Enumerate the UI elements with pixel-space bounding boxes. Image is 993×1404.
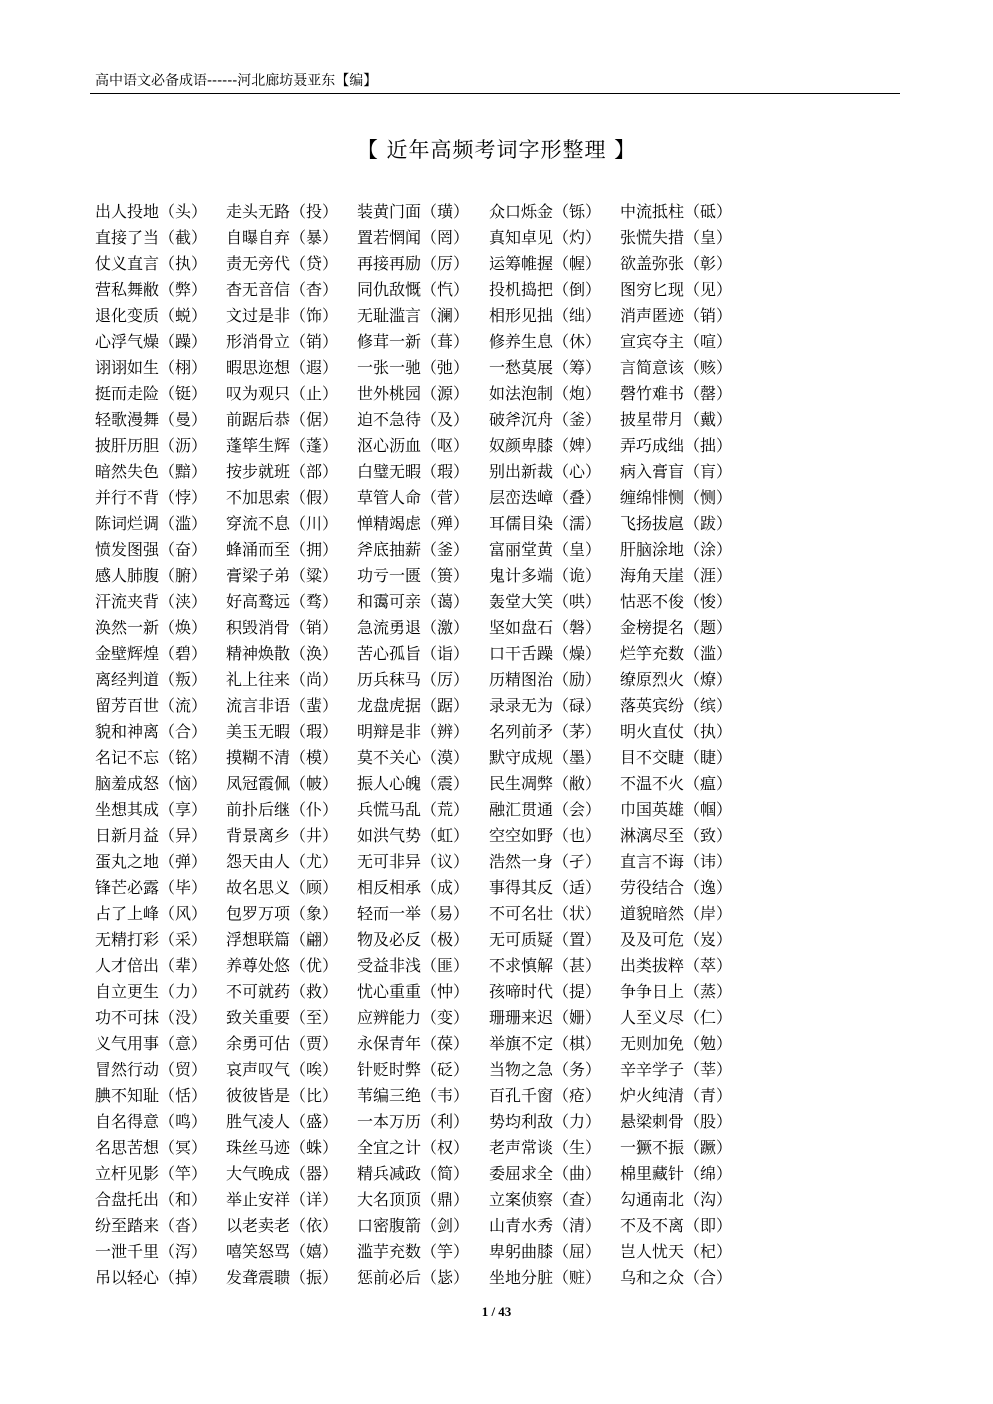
idiom-entry: 暗然失色（黯） [95, 462, 208, 481]
idiom-entry: 沤心沥血（呕） [357, 436, 470, 455]
idiom-entry: 龙盘虎据（踞） [357, 696, 470, 715]
idiom-entry: 感人肺腹（腑） [95, 566, 208, 585]
idiom-entry: 耳儒目染（濡） [489, 514, 602, 533]
idiom-entry: 草管人命（菅） [357, 488, 470, 507]
page-title: 【 近年高频考词字形整理 】 [356, 138, 637, 162]
idiom-row [95, 1005, 915, 1031]
idiom-entry: 不求慎解（甚） [489, 956, 602, 975]
idiom-row [95, 953, 915, 979]
idiom-entry: 委屈求全（曲） [489, 1164, 602, 1183]
idiom-entry: 一张一驰（弛） [357, 358, 470, 377]
idiom-entry: 大气晚成（器） [226, 1164, 339, 1183]
idiom-entry: 责无旁代（贷） [226, 254, 339, 273]
idiom-entry: 百孔千窗（疮） [489, 1086, 602, 1105]
idiom-row [95, 381, 915, 407]
idiom-row [95, 537, 915, 563]
idiom-entry: 针贬时弊（砭） [357, 1060, 470, 1079]
idiom-entry: 锋芒必露（毕） [95, 878, 208, 897]
idiom-entry: 缭原烈火（燎） [620, 670, 733, 689]
idiom-entry: 怙恶不俊（悛） [620, 592, 733, 611]
idiom-entry: 立案侦察（查） [489, 1190, 602, 1209]
idiom-row [95, 745, 915, 771]
idiom-entry: 宣宾夺主（喧） [620, 332, 733, 351]
idiom-row [95, 511, 915, 537]
idiom-entry: 无耻滥言（澜） [357, 306, 470, 325]
idiom-entry: 言简意该（赅） [620, 358, 733, 377]
idiom-entry: 迫不急待（及） [357, 410, 470, 429]
idiom-row [95, 823, 915, 849]
idiom-entry: 破斧沉舟（釜） [489, 410, 602, 429]
idiom-row [95, 875, 915, 901]
idiom-entry: 磬竹难书（罄） [620, 384, 733, 403]
idiom-entry: 修养生息（休） [489, 332, 602, 351]
idiom-entry: 白璧无暇（瑕） [357, 462, 470, 481]
idiom-entry: 披肝历胆（沥） [95, 436, 208, 455]
idiom-entry: 坐地分脏（赃） [489, 1268, 602, 1287]
idiom-entry: 前踞后恭（倨） [226, 410, 339, 429]
idiom-entry: 浮想联篇（翩） [226, 930, 339, 949]
idiom-entry: 怨天由人（尤） [226, 852, 339, 871]
idiom-entry: 蓬筚生辉（蓬） [226, 436, 339, 455]
idiom-row [95, 1057, 915, 1083]
idiom-entry: 道貌暗然（岸） [620, 904, 733, 923]
idiom-entry: 炉火纯清（青） [620, 1086, 733, 1105]
idiom-row [95, 979, 915, 1005]
idiom-entry: 肝脑涂地（涂） [620, 540, 733, 559]
idiom-entry: 真知卓见（灼） [489, 228, 602, 247]
idiom-entry: 历精图治（励） [489, 670, 602, 689]
idiom-entry: 事得其反（适） [489, 878, 602, 897]
idiom-entry: 辛辛学子（莘） [620, 1060, 733, 1079]
idiom-entry: 无则加免（勉） [620, 1034, 733, 1053]
idiom-entry: 以老卖老（依） [226, 1216, 339, 1235]
idiom-row [95, 1187, 915, 1213]
idiom-entry: 积毁消骨（销） [226, 618, 339, 637]
idiom-entry: 修茸一新（葺） [357, 332, 470, 351]
idiom-entry: 别出新裁（心） [489, 462, 602, 481]
idiom-entry: 轻而一举（易） [357, 904, 470, 923]
idiom-entry: 世外桃园（源） [357, 384, 470, 403]
idiom-row [95, 251, 915, 277]
idiom-entry: 彼彼皆是（比） [226, 1086, 339, 1105]
idiom-entry: 民生凋弊（敝） [489, 774, 602, 793]
idiom-entry: 膏梁子弟（粱） [226, 566, 339, 585]
idiom-entry: 立杆见影（竿） [95, 1164, 208, 1183]
idiom-entry: 名思苦想（冥） [95, 1138, 208, 1157]
idiom-entry: 走头无路（投） [226, 202, 339, 221]
idiom-entry: 劳役结合（逸） [620, 878, 733, 897]
idiom-entry: 涣然一新（焕） [95, 618, 208, 637]
idiom-row [95, 1239, 915, 1265]
idiom-entry: 淋漓尽至（致） [620, 826, 733, 845]
idiom-entry: 物及必反（极） [357, 930, 470, 949]
idiom-entry: 浩然一身（孑） [489, 852, 602, 871]
idiom-entry: 一本万历（利） [357, 1112, 470, 1131]
idiom-entry: 苦心孤旨（诣） [357, 644, 470, 663]
idiom-entry: 中流抵柱（砥） [620, 202, 733, 221]
idiom-entry: 功亏一匮（篑） [357, 566, 470, 585]
idiom-entry: 如洪气势（虹） [357, 826, 470, 845]
idiom-entry: 岂人忧天（杞） [620, 1242, 733, 1261]
idiom-entry: 空空如野（也） [489, 826, 602, 845]
idiom-entry: 举止安祥（详） [226, 1190, 339, 1209]
idiom-entry: 置若惘闻（罔） [357, 228, 470, 247]
idiom-entry: 争争日上（蒸） [620, 982, 733, 1001]
idiom-entry: 哀声叹气（唉） [226, 1060, 339, 1079]
idiom-entry: 急流勇退（激） [357, 618, 470, 637]
idiom-entry: 故名思义（顾） [226, 878, 339, 897]
idiom-entry: 老声常谈（生） [489, 1138, 602, 1157]
idiom-entry: 直言不诲（讳） [620, 852, 733, 871]
idiom-entry: 落英宾纷（缤） [620, 696, 733, 715]
idiom-entry: 历兵秣马（厉） [357, 670, 470, 689]
idiom-entry: 按步就班（部） [226, 462, 339, 481]
idiom-entry: 冒然行动（贸） [95, 1060, 208, 1079]
idiom-entry: 离经判道（叛） [95, 670, 208, 689]
idiom-row [95, 485, 915, 511]
idiom-entry: 斧底抽薪（釜） [357, 540, 470, 559]
idiom-entry: 惩前必后（毖） [357, 1268, 470, 1287]
idiom-row [95, 1109, 915, 1135]
idiom-entry: 养尊处悠（优） [226, 956, 339, 975]
idiom-entry: 卑躬曲膝（屈） [489, 1242, 602, 1261]
idiom-row [95, 719, 915, 745]
idiom-entry: 汗流夹背（浃） [95, 592, 208, 611]
idiom-entry: 振人心魄（震） [357, 774, 470, 793]
idiom-entry: 日新月益（异） [95, 826, 208, 845]
idiom-entry: 金榜提名（题） [620, 618, 733, 637]
idiom-entry: 大名顶顶（鼎） [357, 1190, 470, 1209]
idiom-entry: 忧心重重（忡） [357, 982, 470, 1001]
idiom-entry: 苇编三绝（韦） [357, 1086, 470, 1105]
idiom-entry: 图穷匕现（见） [620, 280, 733, 299]
idiom-row [95, 225, 915, 251]
idiom-entry: 无精打彩（采） [95, 930, 208, 949]
idiom-entry: 滥芋充数（竽） [357, 1242, 470, 1261]
idiom-row [95, 303, 915, 329]
idiom-entry: 余勇可估（贾） [226, 1034, 339, 1053]
idiom-row [95, 771, 915, 797]
idiom-entry: 披星带月（戴） [620, 410, 733, 429]
idiom-entry: 不可名壮（状） [489, 904, 602, 923]
idiom-entry: 珠丝马迹（蛛） [226, 1138, 339, 1157]
idiom-entry: 相形见拙（绌） [489, 306, 602, 325]
idiom-entry: 惮精竭虑（殚） [357, 514, 470, 533]
idiom-entry: 举旗不定（棋） [489, 1034, 602, 1053]
idiom-entry: 张慌失措（皇） [620, 228, 733, 247]
idiom-entry: 流言非语（蜚） [226, 696, 339, 715]
idiom-entry: 欲盖弥张（彰） [620, 254, 733, 273]
idiom-entry: 脑羞成怒（恼） [95, 774, 208, 793]
idiom-entry: 蜂涌而至（拥） [226, 540, 339, 559]
idiom-entry: 仗义直言（执） [95, 254, 208, 273]
idiom-entry: 不加思索（假） [226, 488, 339, 507]
idiom-entry: 合盘托出（和） [95, 1190, 208, 1209]
idiom-entry: 兵慌马乱（荒） [357, 800, 470, 819]
idiom-row [95, 459, 915, 485]
idiom-entry: 棉里藏针（绵） [620, 1164, 733, 1183]
idiom-entry: 不及不离（即） [620, 1216, 733, 1235]
idiom-row [95, 667, 915, 693]
idiom-entry: 功不可抹（没） [95, 1008, 208, 1027]
idiom-entry: 势均利敌（力） [489, 1112, 602, 1131]
idiom-entry: 发聋震聩（振） [226, 1268, 339, 1287]
idiom-grid [95, 199, 915, 1291]
idiom-row [95, 797, 915, 823]
idiom-row [95, 199, 915, 225]
idiom-entry: 无可质疑（置） [489, 930, 602, 949]
idiom-entry: 愤发图强（奋） [95, 540, 208, 559]
idiom-entry: 自曝自弃（暴） [226, 228, 339, 247]
idiom-entry: 美玉无暇（瑕） [226, 722, 339, 741]
idiom-entry: 珊珊来迟（姗） [489, 1008, 602, 1027]
idiom-row [95, 1083, 915, 1109]
idiom-entry: 病入膏盲（肓） [620, 462, 733, 481]
idiom-entry: 奴颜卑膝（婢） [489, 436, 602, 455]
idiom-entry: 当物之急（务） [489, 1060, 602, 1079]
idiom-entry: 缠绵悱恻（恻） [620, 488, 733, 507]
idiom-row [95, 693, 915, 719]
idiom-entry: 占了上峰（风） [95, 904, 208, 923]
idiom-entry: 默守成规（墨） [489, 748, 602, 767]
idiom-entry: 诩诩如生（栩） [95, 358, 208, 377]
idiom-entry: 烂竽充数（滥） [620, 644, 733, 663]
idiom-entry: 致关重要（至） [226, 1008, 339, 1027]
idiom-entry: 飞扬拔扈（跋） [620, 514, 733, 533]
idiom-entry: 坚如盘石（磐） [489, 618, 602, 637]
idiom-row [95, 277, 915, 303]
idiom-entry: 陈词烂调（滥） [95, 514, 208, 533]
idiom-row [95, 1161, 915, 1187]
idiom-entry: 人才倍出（辈） [95, 956, 208, 975]
idiom-entry: 口密腹箭（剑） [357, 1216, 470, 1235]
idiom-entry: 明辩是非（辨） [357, 722, 470, 741]
idiom-row [95, 355, 915, 381]
idiom-entry: 一愁莫展（筹） [489, 358, 602, 377]
idiom-entry: 叹为观只（止） [226, 384, 339, 403]
idiom-entry: 吊以轻心（掉） [95, 1268, 208, 1287]
idiom-entry: 轰堂大笑（哄） [489, 592, 602, 611]
idiom-entry: 出类拔粹（萃） [620, 956, 733, 975]
idiom-row [95, 901, 915, 927]
idiom-entry: 再接再励（厉） [357, 254, 470, 273]
idiom-entry: 一獗不振（蹶） [620, 1138, 733, 1157]
idiom-entry: 富丽堂黄（皇） [489, 540, 602, 559]
idiom-entry: 文过是非（饰） [226, 306, 339, 325]
document-header: 高中语文必备成语------河北廊坊聂亚东【编】 [95, 73, 378, 89]
idiom-row [95, 927, 915, 953]
idiom-entry: 众口烁金（铄） [489, 202, 602, 221]
idiom-entry: 山青水秀（清） [489, 1216, 602, 1235]
idiom-entry: 相反相承（成） [357, 878, 470, 897]
idiom-entry: 金壁辉煌（碧） [95, 644, 208, 663]
idiom-entry: 不可就药（救） [226, 982, 339, 1001]
idiom-entry: 海角天崖（涯） [620, 566, 733, 585]
idiom-entry: 挺而走险（铤） [95, 384, 208, 403]
idiom-entry: 层峦迭嶂（叠） [489, 488, 602, 507]
idiom-entry: 名列前矛（茅） [489, 722, 602, 741]
idiom-row [95, 641, 915, 667]
idiom-entry: 勾通南北（沟） [620, 1190, 733, 1209]
idiom-entry: 形消骨立（销） [226, 332, 339, 351]
idiom-row [95, 1135, 915, 1161]
idiom-entry: 杳无音信（杳） [226, 280, 339, 299]
idiom-entry: 精兵减政（简） [357, 1164, 470, 1183]
idiom-entry: 摸糊不清（模） [226, 748, 339, 767]
idiom-entry: 出人投地（头） [95, 202, 208, 221]
idiom-entry: 受益非浅（匪） [357, 956, 470, 975]
idiom-entry: 背景离乡（井） [226, 826, 339, 845]
idiom-entry: 穿流不息（川） [226, 514, 339, 533]
idiom-entry: 及及可危（岌） [620, 930, 733, 949]
idiom-entry: 和霭可亲（蔼） [357, 592, 470, 611]
idiom-entry: 好高鹜远（骛） [226, 592, 339, 611]
idiom-entry: 录录无为（碌） [489, 696, 602, 715]
idiom-entry: 暇思迩想（遐） [226, 358, 339, 377]
idiom-entry: 包罗万项（象） [226, 904, 339, 923]
idiom-row [95, 589, 915, 615]
idiom-entry: 貌和神离（合） [95, 722, 208, 741]
idiom-entry: 同仇敌慨（忾） [357, 280, 470, 299]
idiom-row [95, 1265, 915, 1291]
idiom-entry: 心浮气燥（躁） [95, 332, 208, 351]
idiom-entry: 留芳百世（流） [95, 696, 208, 715]
idiom-entry: 礼上往来（尚） [226, 670, 339, 689]
idiom-entry: 不温不火（瘟） [620, 774, 733, 793]
idiom-entry: 名记不忘（铭） [95, 748, 208, 767]
idiom-entry: 胜气凌人（盛） [226, 1112, 339, 1131]
idiom-entry: 乌和之众（合） [620, 1268, 733, 1287]
idiom-entry: 蛋丸之地（弹） [95, 852, 208, 871]
idiom-entry: 投机捣把（倒） [489, 280, 602, 299]
idiom-entry: 一泄千里（泻） [95, 1242, 208, 1261]
idiom-entry: 应辨能力（变） [357, 1008, 470, 1027]
idiom-entry: 消声匿迹（销） [620, 306, 733, 325]
idiom-entry: 无可非异（议） [357, 852, 470, 871]
idiom-entry: 莫不关心（漠） [357, 748, 470, 767]
idiom-entry: 自名得意（鸣） [95, 1112, 208, 1131]
idiom-entry: 凤冠霞佩（帔） [226, 774, 339, 793]
page-number: 1 / 43 [481, 1304, 512, 1319]
header-divider [90, 93, 900, 94]
idiom-entry: 孩啼时代（提） [489, 982, 602, 1001]
idiom-entry: 悬梁刺骨（股） [620, 1112, 733, 1131]
idiom-row [95, 407, 915, 433]
idiom-entry: 轻歌漫舞（曼） [95, 410, 208, 429]
idiom-entry: 融汇贯通（会） [489, 800, 602, 819]
idiom-row [95, 849, 915, 875]
idiom-entry: 直接了当（截） [95, 228, 208, 247]
idiom-entry: 巾国英雄（帼） [620, 800, 733, 819]
idiom-entry: 嘻笑怒骂（嬉） [226, 1242, 339, 1261]
idiom-row [95, 1213, 915, 1239]
idiom-row [95, 563, 915, 589]
idiom-entry: 明火直仗（执） [620, 722, 733, 741]
idiom-entry: 弄巧成绌（拙） [620, 436, 733, 455]
idiom-row [95, 1031, 915, 1057]
idiom-row [95, 329, 915, 355]
idiom-entry: 营私舞敝（弊） [95, 280, 208, 299]
idiom-row [95, 433, 915, 459]
idiom-entry: 如法泡制（炮） [489, 384, 602, 403]
idiom-entry: 精神焕散（涣） [226, 644, 339, 663]
idiom-row [95, 615, 915, 641]
idiom-entry: 全宜之计（权） [357, 1138, 470, 1157]
idiom-entry: 纷至踏来（沓） [95, 1216, 208, 1235]
idiom-entry: 腆不知耻（恬） [95, 1086, 208, 1105]
idiom-entry: 义气用事（意） [95, 1034, 208, 1053]
idiom-entry: 人至义尽（仁） [620, 1008, 733, 1027]
idiom-entry: 目不交睫（睫） [620, 748, 733, 767]
idiom-entry: 运筹帷握（幄） [489, 254, 602, 273]
idiom-entry: 退化变质（蜕） [95, 306, 208, 325]
idiom-entry: 鬼计多端（诡） [489, 566, 602, 585]
idiom-entry: 自立更生（力） [95, 982, 208, 1001]
idiom-entry: 装黄门面（璜） [357, 202, 470, 221]
idiom-entry: 永保青年（葆） [357, 1034, 470, 1053]
idiom-entry: 口干舌躁（燥） [489, 644, 602, 663]
idiom-entry: 并行不背（悖） [95, 488, 208, 507]
idiom-entry: 坐想其成（享） [95, 800, 208, 819]
idiom-entry: 前扑后继（仆） [226, 800, 339, 819]
